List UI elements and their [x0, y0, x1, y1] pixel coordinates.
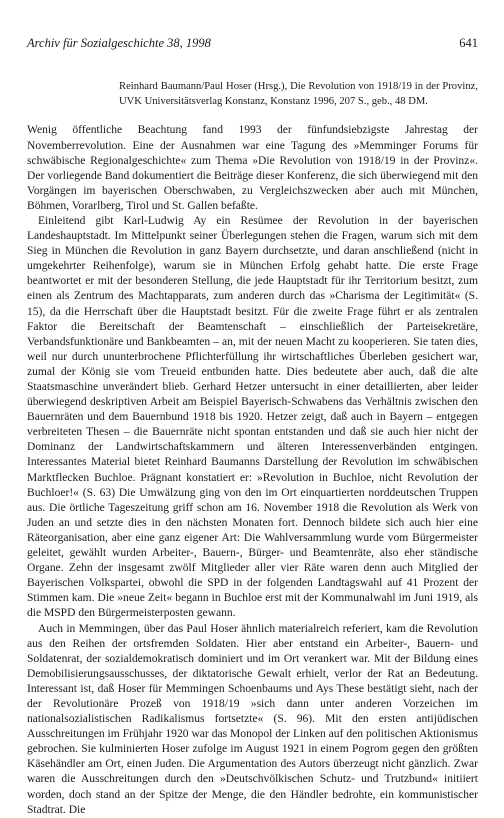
review-citation: Reinhard Baumann/Paul Hoser (Hrsg.), Die Revolution von 1918/19 in der Provinz, UVK Universitätsverlag Konstanz, Konstanz 1996, 207 S., geb., 48 DM.: [119, 81, 478, 108]
paragraph: Wenig öffentliche Beachtung fand 1993 der fünfundsiebzigste Jahrestag der Novemberrevolution. Eine der Ausnahmen war eine Tagung des »Memminger Forums für schwäbische Regionalgeschichte« zum Thema »Die Revolution von 1918/19 in der Provinz«. Der vorliegende Band dokumentiert die Beiträge dieser Konferenz, die sich überwiegend mit den Vorgängen im bayerischen Oberschwaben, zu Vergleichszwecken aber auch mit München, Böhmen, Vorarlberg, Tirol und St. Gallen befaßte.: [27, 124, 478, 212]
journal-title: Archiv für Sozialgeschichte 38, 1998: [27, 36, 211, 50]
running-header: [27, 0, 478, 51]
article-body: [27, 123, 478, 817]
page-number: 641: [459, 36, 478, 50]
paragraph: Einleitend gibt Karl-Ludwig Ay ein Resümee der Revolution in der bayerischen Landeshauptstadt. Im Mittelpunkt seiner Überlegungen stehen die Fragen, warum sich mit dem Sieg in München die Revolution in ganz Bayern durchsetzte, und daran anschließend (nicht in umgekehrter Reihenfolge), warum sie in München Erfolg gehabt hatte. Die erste Frage beantwortet er mit der besonderen Stellung, die jede Hauptstadt für ihr Territorium besitzt, zum einen als Zentrum des Machtapparats, zum anderen durch das »Charisma der Legitimität« (S. 15), da die Herrschaft über die Hauptstadt besitzt. Für die zweite Frage führt er als zentralen Faktor die Bereitschaft der Beamtenschaft – einschließlich der Parteisekretäre, Verbandsfunktionäre und Bankbeamten – an, mit der neuen Macht zu kooperieren. Sie taten dies, weil nur durch ununterbrochene Pflichterfüllung ihr wirtschaftliches Überleben gesichert war, zumal der König sie vom Treueid entbunden hatte. Dies bedeutete aber auch, daß die alte Staatsmaschine unverändert blieb. Gerhard Hetzer untersucht in einer detaillierten, aber leider überwiegend deskriptiven Arbeit am Beispiel Bayerisch-Schwabens das Verhältnis zwischen den Bauernräten und dem Bauernbund 1918 bis 1920. Hetzer zeigt, daß auch in Bayern – entgegen verbreiteten Thesen – die Bauernräte nicht spontan entstanden und daß sie auch hier nicht der Dominanz der Landwirtschaftskammern und älteren Interessenverbänden entgingen. Interessantes Material bietet Reinhard Baumanns Darstellung der Revolution im schwäbischen Marktflecken Buchloe. Prägnant konstatiert er: »Revolution in Buchloe, nicht Revolution der Buchloer!« (S. 63) Die Umwälzung ging von den im Ort einquartierten norddeutschen Truppen aus. Die örtliche Tageszeitung griff schon am 16. November 1918 die Revolution als Werk von Juden an und setzte dies in den nächsten Monaten fort. Dennoch bildete sich auch hier eine Räteorganisation, aber eine ganz eigener Art: Die Wahlversammlung wurde vom Bürgermeister geleitet, gewählt wurden Arbeiter-, Bauern-, Bürger- und Beamtenräte, also eher ständische Organe. Zehn der insgesamt zwölf Mitglieder aller vier Räte waren denn auch Mitglied der Bayerischen Volkspartei, obwohl die SPD in der folgenden Landtagswahl auf 41 Prozent der Stimmen kam. Die »neue Zeit« begann in Buchloe erst mit der Kommunalwahl im Juni 1919, als die MSPD den Bürgermeisterposten gewann.: [27, 214, 478, 620]
paragraph: Auch in Memmingen, über das Paul Hoser ähnlich materialreich referiert, kam die Revolution aus den Reihen der ortsfremden Soldaten. Hier aber entstand ein Arbeiter-, Bauern- und Soldatenrat, der sozialdemokratisch dominiert und im Ort verankert war. Mit der Bildung eines Demobilisierungsausschusses, der diktatorische Gewalt erhielt, verlor der Rat an Bedeutung. Interessant ist, daß Hoser für Memmingen Schoenbaums und Ays These bestätigt sieht, nach der der Revolutionäre Prozeß von 1918/19 »sich dann unter anderen Vorzeichen im nationalsozialistischen Radikalismus fortsetzte« (S. 96). Mit den ersten antijüdischen Ausschreitungen im Frühjahr 1920 war das Monopol der Linken auf den politischen Aktionismus gebrochen. Sie kulminierten Hoser zufolge im August 1921 in einem Pogrom gegen den größten Käsehändler am Ort, einen Juden. Die Argumentation des Autors überzeugt nicht gänzlich. Zwar waren die Ausschreitungen durch den »Deutschvölkischen Schutz- und Trutzbund« initiiert worden, doch stand an der Spitze der Menge, die den Händler bedrohte, ein kommunistischer Stadtrat. Die: [27, 622, 478, 816]
